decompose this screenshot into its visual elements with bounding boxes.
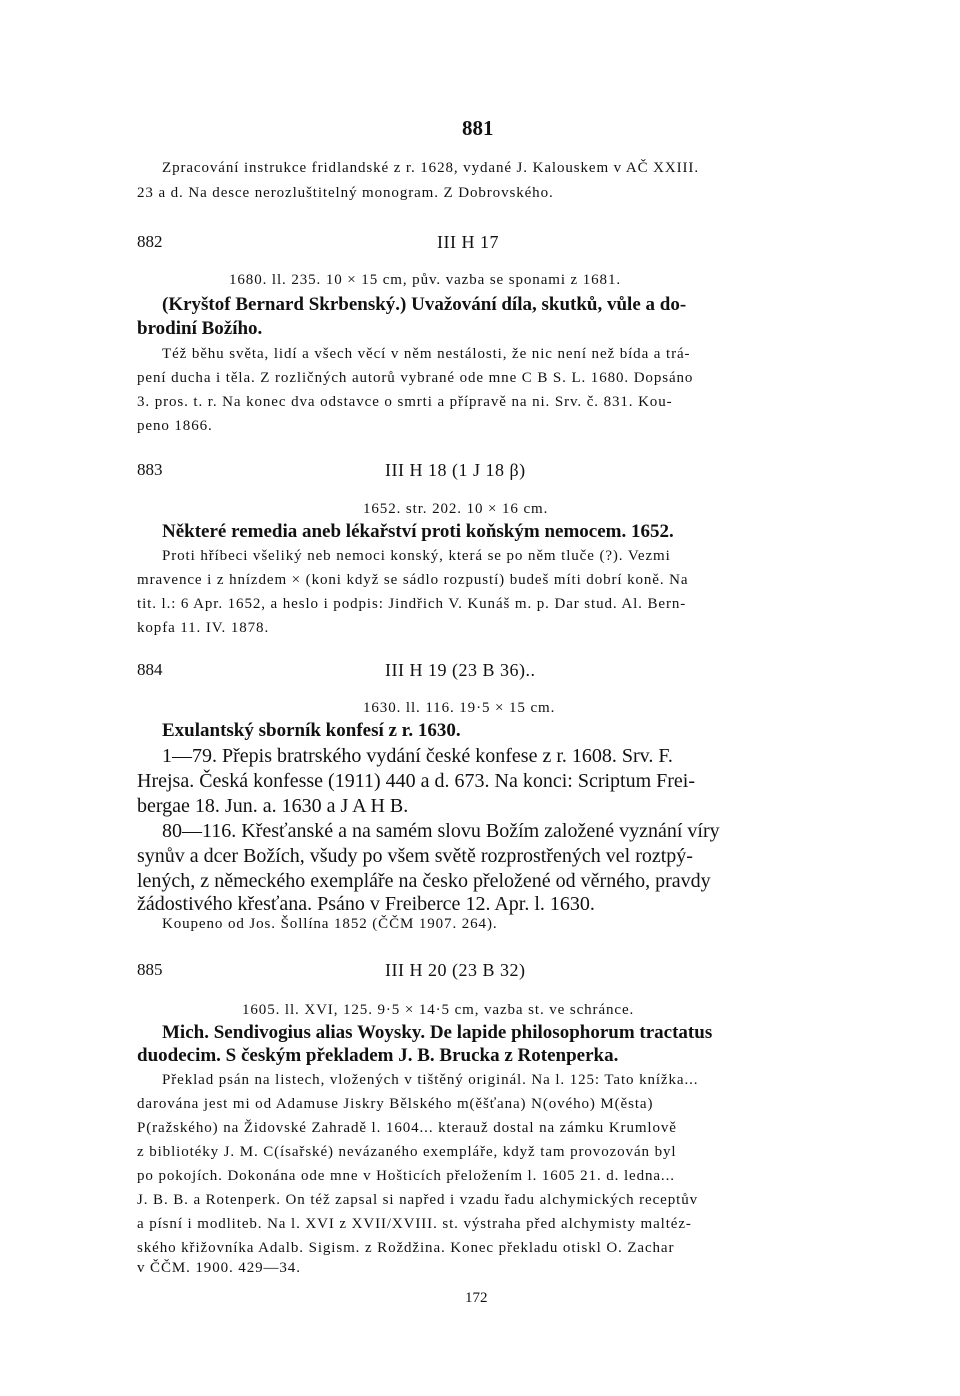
entry-number: 882 [137, 232, 163, 251]
entry-body: v ČČM. 1900. 429—34. [137, 1260, 301, 1276]
entry-meta: 1630. ll. 116. 19·5 × 15 cm. [363, 700, 556, 716]
entry-title: duodecim. S českým překladem J. B. Brucka z Rotenperka. [137, 1045, 619, 1066]
entry-body: Hrejsa. Česká konfesse (1911) 440 a d. 673. Na konci: Scriptum Frei- [137, 770, 696, 792]
entry-meta: 1680. ll. 235. 10 × 15 cm, pův. vazba se sponami z 1681. [229, 272, 622, 288]
entry-body: darována jest mi od Adamuse Jiskry Bělského m(ěšťana) N(ového) M(ěsta) [137, 1096, 654, 1112]
entry-body: P(ražského) na Židovské Zahradě l. 1604... kterauž dostal na zámku Krumlově [137, 1120, 677, 1136]
entry-body: Překlad psán na listech, vložených v tištěný originál. Na l. 125: Tato knížka... [162, 1072, 699, 1088]
intro-line: 23 a d. Na desce nerozluštitelný monogram. Z Dobrovského. [137, 185, 554, 201]
entry-title: (Kryštof Bernard Skrbenský.) Uvažování díla, skutků, vůle a do- [162, 294, 687, 315]
entry-body: bergae 18. Jun. a. 1630 a J A H B. [137, 795, 409, 817]
entry-number: 885 [137, 960, 163, 979]
entry-number: 883 [137, 460, 163, 479]
entry-body: tit. l.: 6 Apr. 1652, a heslo i podpis: Jindřich V. Kunáš m. p. Dar stud. Al. Bern- [137, 596, 687, 612]
entry-number: 884 [137, 660, 163, 679]
entry-body: Proti hříbeci všeliký neb nemoci konský, která se po něm tluče (?). Vezmi [162, 548, 671, 564]
entry-body: žádostivého křesťana. Psáno v Freiberce 12. Apr. l. 1630. [137, 893, 595, 915]
entry-body: ského křižovníka Adalb. Sigism. z Roždžina. Konec překladu otiskl O. Zachar [137, 1240, 675, 1256]
intro-line: Zpracování instrukce fridlandské z r. 1628, vydané J. Kalouskem v AČ XXIII. [162, 160, 699, 176]
entry-body: z bibliotéky J. M. C(ísařské) nevázaného exempláře, když tam provozován byl [137, 1144, 677, 1160]
entry-body: pení ducha i těla. Z rozličných autorů vybrané ode mne C B S. L. 1680. Dopsáno [137, 370, 694, 386]
entry-body: synův a dcer Božích, všudy po všem světě rozprostřených vel roztpý- [137, 845, 693, 867]
page-number: 881 [462, 116, 494, 140]
shelf-mark: III H 19 (23 B 36).. [385, 660, 536, 680]
entry-body: lených, z německého exempláře na česko přeložené od věrného, pravdy [137, 870, 711, 892]
entry-meta: 1652. str. 202. 10 × 16 cm. [363, 501, 549, 517]
entry-title: Exulantský sborník konfesí z r. 1630. [162, 720, 461, 741]
entry-body: kopfa 11. IV. 1878. [137, 620, 270, 636]
entry-title: brodiní Božího. [137, 318, 263, 339]
entry-body: po pokojích. Dokonána ode mne v Hošticích přeložením l. 1605 21. d. ledna... [137, 1168, 675, 1184]
entry-body: Koupeno od Jos. Šollína 1852 (ČČM 1907. 264). [162, 916, 498, 932]
footer-page-number: 172 [465, 1290, 488, 1306]
entry-body: Též běhu světa, lidí a všech věcí v něm nestálosti, že nic není než bída a trá- [162, 346, 691, 362]
entry-body: 1—79. Přepis bratrského vydání české konfese z r. 1608. Srv. F. [162, 745, 673, 767]
entry-body: 80—116. Křesťanské a na samém slovu Božím založené vyznání víry [162, 820, 720, 842]
entry-body: peno 1866. [137, 418, 213, 434]
entry-body: mravence i z hnízdem × (koni když se sádlo rozpustí) budeš míti dobrí koně. Na [137, 572, 689, 588]
entry-title: Mich. Sendivogius alias Woysky. De lapide philosophorum tractatus [162, 1022, 713, 1043]
entry-body: J. B. B. a Rotenperk. On též zapsal si napřed i vzadu řadu alchymických receptův [137, 1192, 699, 1208]
entry-body: 3. pros. t. r. Na konec dva odstavce o smrti a přípravě na ni. Srv. č. 831. Kou- [137, 394, 673, 410]
entry-body: a písní i modliteb. Na l. XVI z XVII/XVIII. st. výstraha před alchymisty maltéz- [137, 1216, 692, 1232]
entry-title: Některé remedia aneb lékařství proti koňským nemocem. 1652. [162, 521, 674, 542]
shelf-mark: III H 20 (23 B 32) [385, 960, 526, 980]
shelf-mark: III H 18 (1 J 18 β) [385, 460, 526, 480]
entry-meta: 1605. ll. XVI, 125. 9·5 × 14·5 cm, vazba st. ve schránce. [242, 1002, 635, 1018]
shelf-mark: III H 17 [437, 232, 499, 252]
